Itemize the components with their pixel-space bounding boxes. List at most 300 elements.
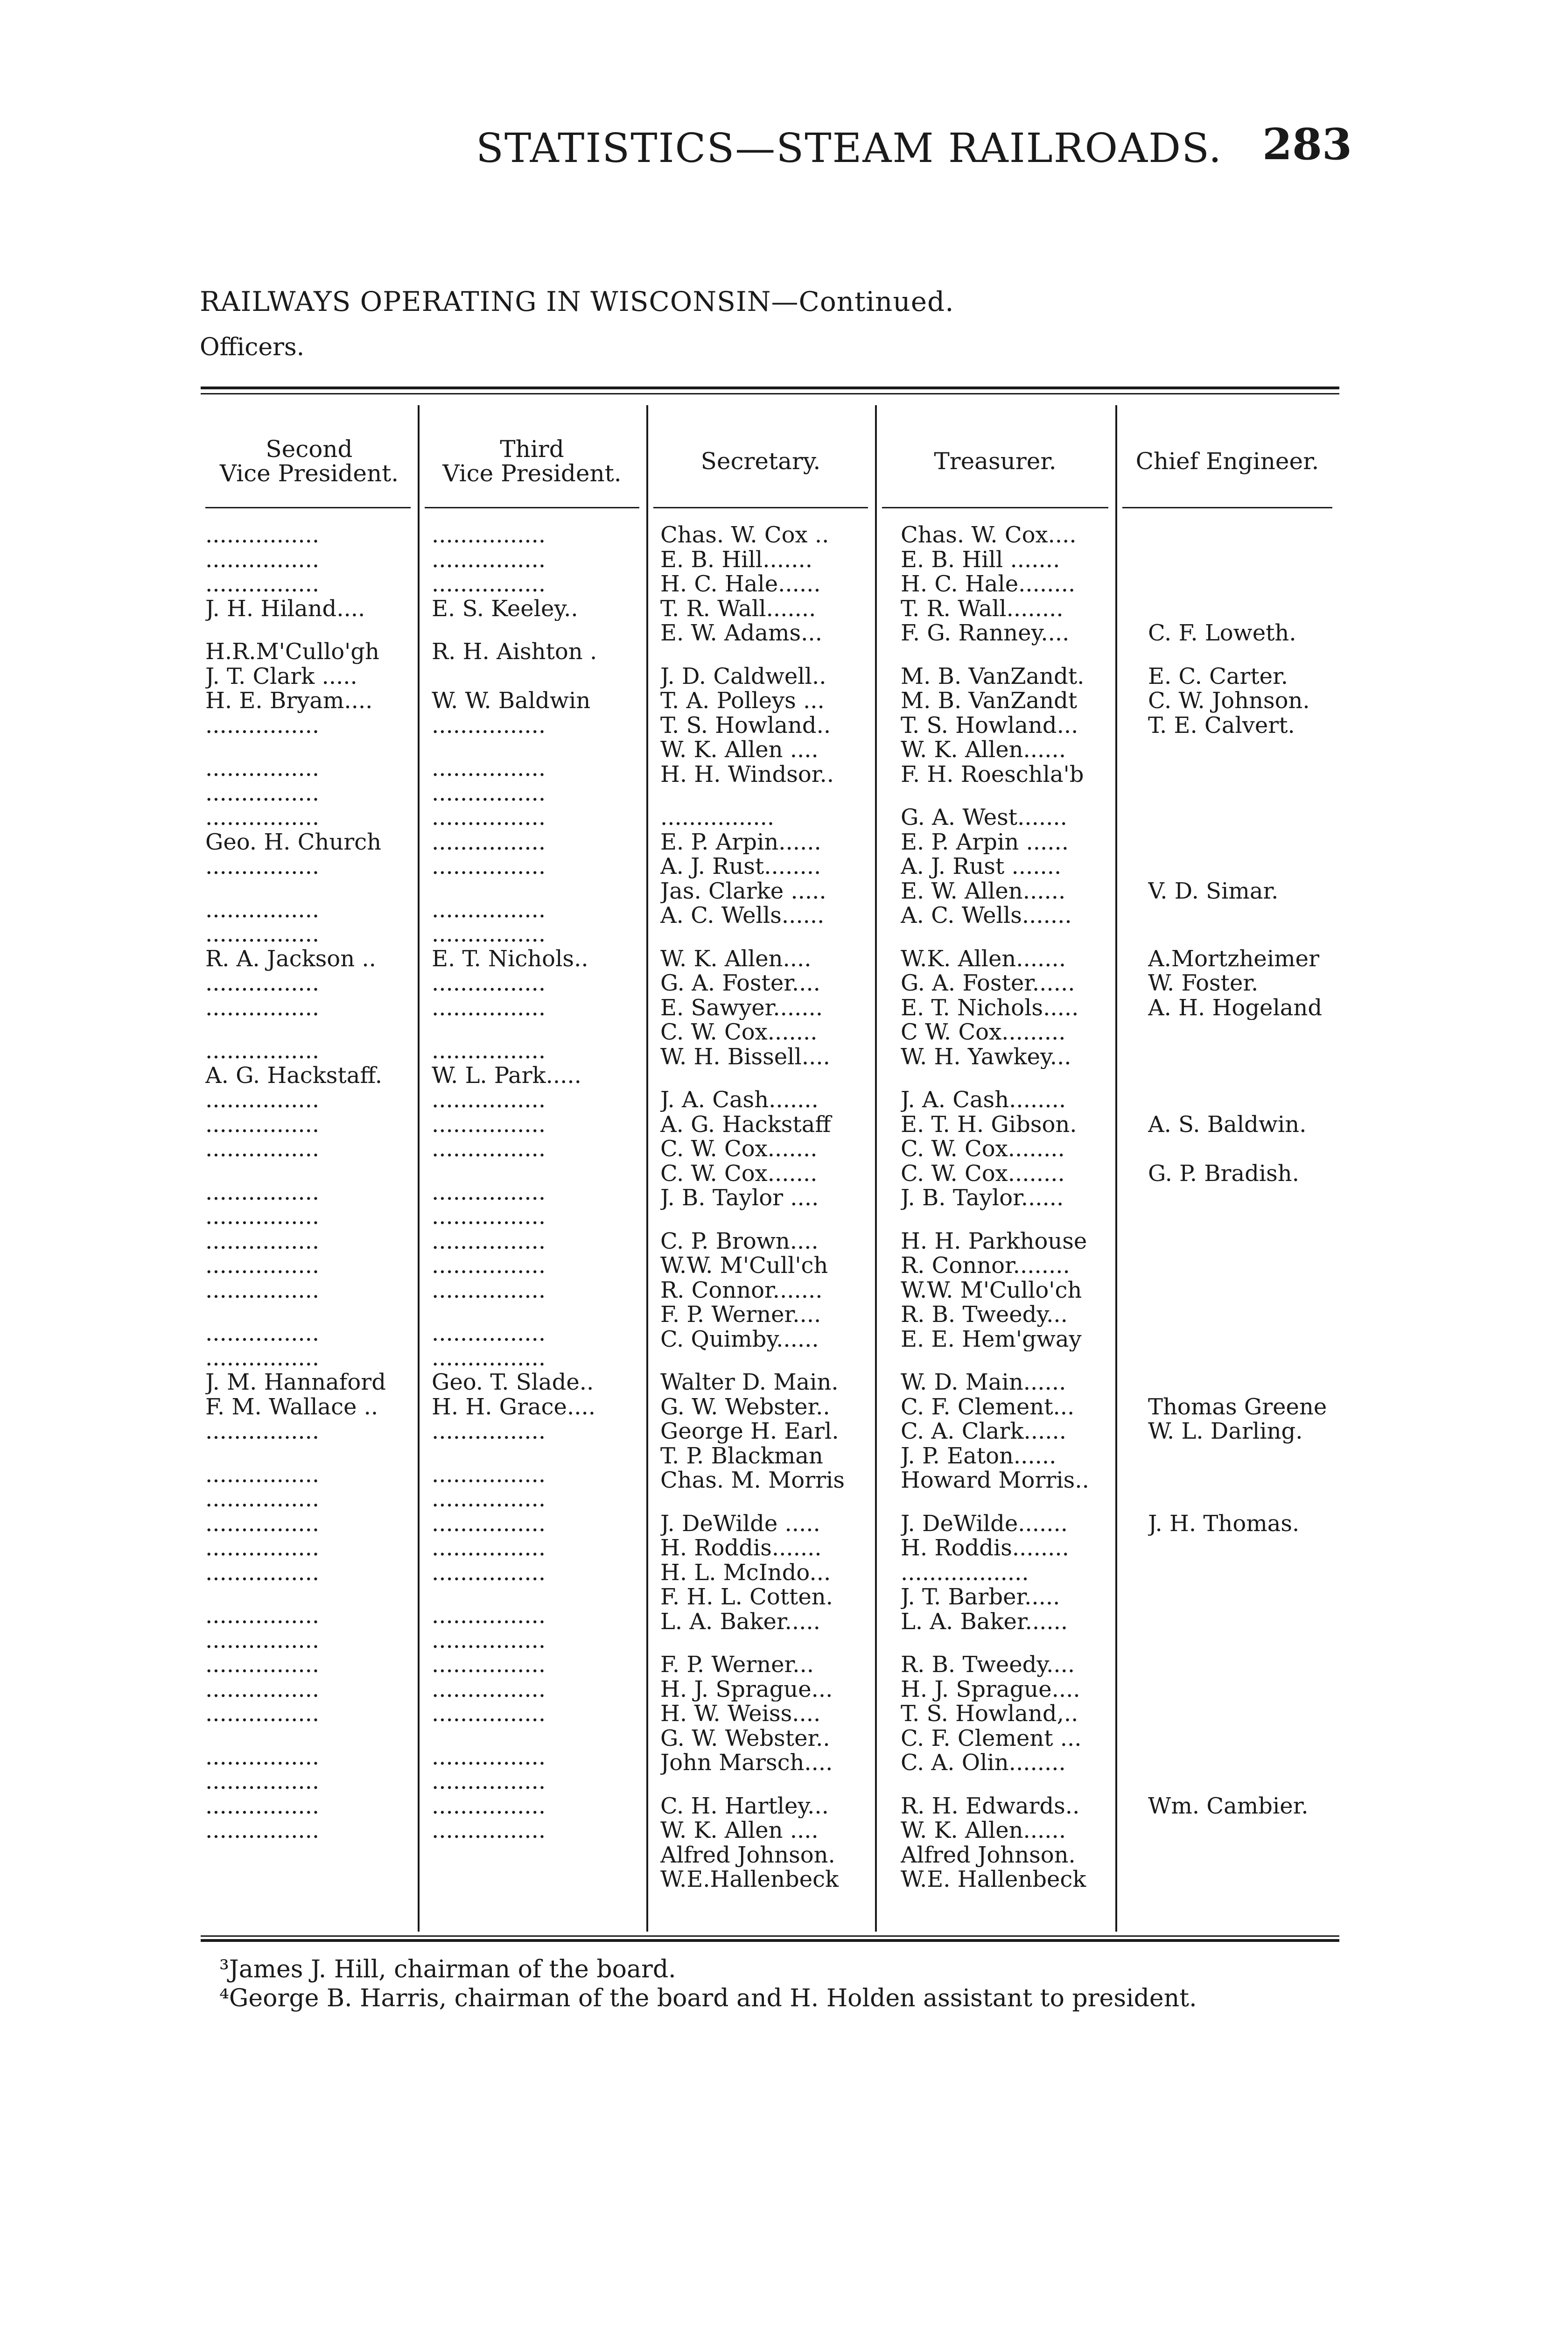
- table-cell: [1148, 1229, 1344, 1254]
- header-underline: [205, 507, 411, 508]
- table-cell: J. T. Clark .....: [205, 664, 357, 689]
- table-cell: C. W. Cox.......: [660, 1020, 818, 1045]
- table-cell: A. C. Wells.......: [901, 903, 1072, 928]
- table-cell: ................: [432, 1345, 546, 1370]
- table-cell: T. S. Howland...: [901, 713, 1078, 738]
- table-cell: [1148, 1253, 1344, 1278]
- table-cell: Walter D. Main.: [660, 1370, 839, 1395]
- table-cell: W.W. M'Cull'ch: [660, 1253, 828, 1278]
- table-cell: H.R.M'Cullo'gh: [205, 640, 379, 664]
- table-cell: ..................: [901, 1560, 1029, 1585]
- column-chief-engineer: [1148, 523, 1344, 1892]
- table-cell: [1148, 597, 1344, 621]
- table-cell: H. H. Parkhouse: [901, 1229, 1087, 1253]
- table-cell: ................: [432, 805, 546, 830]
- table-cell: ................: [432, 1462, 546, 1487]
- table-cell: [1148, 762, 1344, 787]
- row-group: [432, 1462, 637, 1585]
- table-cell: C. H. Hartley...: [660, 1793, 829, 1818]
- table-cell: [1148, 548, 1344, 572]
- header-underline: [882, 507, 1108, 508]
- row-group: [660, 1652, 880, 1775]
- table-cell: ................: [432, 1419, 546, 1444]
- table-cell: ................: [205, 1462, 320, 1487]
- table-cell: ................: [205, 1180, 320, 1204]
- table-cell: ................: [432, 1818, 546, 1843]
- table-cell: W. K. Allen......: [901, 738, 1066, 762]
- table-cell: R. Connor........: [901, 1253, 1070, 1278]
- row-group: [901, 1652, 1125, 1775]
- table-cell: ................: [205, 1652, 320, 1677]
- header-secretary: [646, 415, 875, 508]
- row-group: [1148, 1370, 1344, 1493]
- table-cell: ................: [205, 1229, 320, 1253]
- table-cell: C. F. Clement ...: [901, 1726, 1082, 1750]
- row-group: [1148, 664, 1344, 787]
- table-cell: E. T. H. Gibson.: [901, 1112, 1077, 1137]
- row-group: [205, 756, 406, 879]
- table-cell: ................: [205, 1793, 320, 1818]
- footnotes: [219, 1955, 1197, 2013]
- table-cell: A. S. Baldwin.: [1148, 1112, 1307, 1137]
- table-cell: F. M. Wallace ..: [205, 1394, 378, 1419]
- table-cell: [1148, 1088, 1344, 1112]
- table-cell: [1148, 1186, 1344, 1210]
- row-group: [205, 898, 406, 1020]
- table-cell: G. P. Bradish.: [1148, 1161, 1299, 1186]
- table-cell: E. Sawyer.......: [660, 995, 823, 1020]
- table-cell: ................: [432, 1487, 546, 1511]
- table-cell: C. W. Cox........: [901, 1161, 1065, 1186]
- table-cell: Geo. T. Slade..: [432, 1370, 594, 1395]
- row-group: [432, 898, 637, 1020]
- table-cell: H. H. Windsor..: [660, 762, 834, 787]
- table-cell: ................: [205, 1039, 320, 1063]
- table-cell: ................: [432, 547, 546, 572]
- table-cell: [1148, 1468, 1344, 1493]
- table-top-rule: [201, 387, 1339, 389]
- row-group: [660, 947, 880, 1069]
- table-cell: [1148, 1444, 1344, 1469]
- row-group: [901, 1794, 1125, 1892]
- table-cell: [1148, 1677, 1344, 1702]
- table-subtitle: Officers.: [200, 333, 305, 361]
- table-cell: Alfred Johnson.: [660, 1842, 835, 1867]
- table-cell: J. M. Hannaford: [205, 1370, 386, 1395]
- table-cell: W.E. Hallenbeck: [901, 1867, 1086, 1892]
- table-cell: H. C. Hale........: [901, 572, 1076, 597]
- table-cell: E. C. Carter.: [1148, 664, 1288, 689]
- table-cell: R. Connor.......: [660, 1278, 823, 1302]
- table-cell: [1148, 1701, 1344, 1726]
- table-cell: T. R. Wall.......: [660, 596, 816, 621]
- table-cell: H. L. McIndo...: [660, 1560, 831, 1585]
- column-secretary: [660, 523, 880, 1892]
- table-cell: W. K. Allen ....: [660, 1818, 819, 1843]
- table-cell: ................: [432, 1204, 546, 1229]
- table-cell: ................: [205, 1511, 320, 1536]
- table-cell: ................: [205, 1419, 320, 1444]
- table-cell: ................: [205, 1744, 320, 1769]
- table-cell: E. P. Arpin ......: [901, 830, 1069, 854]
- table-cell: W. K. Allen....: [660, 946, 812, 971]
- table-cell: F. P. Werner...: [660, 1652, 814, 1677]
- row-group: [205, 1039, 406, 1161]
- table-cell: W. K. Allen......: [901, 1818, 1066, 1843]
- table-cell: J. D. Caldwell..: [660, 664, 826, 689]
- table-cell: H. Roddis.......: [660, 1536, 822, 1561]
- table-cell: [1148, 1045, 1344, 1069]
- row-group: [432, 640, 637, 738]
- table-cell: [1148, 1302, 1344, 1327]
- row-group: [660, 1088, 880, 1210]
- table-cell: [1148, 572, 1344, 597]
- table-cell: F. H. Roeschla'b: [901, 762, 1084, 787]
- table-cell: E. T. Nichols.....: [901, 995, 1079, 1020]
- row-group: [901, 664, 1125, 787]
- row-group: [1148, 805, 1344, 928]
- table-cell: ................: [205, 713, 320, 738]
- table-cell: A. J. Rust........: [660, 854, 821, 879]
- table-cell: [1148, 1585, 1344, 1610]
- header-secretary-label: Secretary.: [700, 447, 821, 475]
- row-group: [432, 1603, 637, 1726]
- table-cell: ................: [205, 1818, 320, 1843]
- table-cell: ................: [432, 1628, 546, 1652]
- table-top-rule-thin: [201, 393, 1339, 394]
- table-cell: T. S. Howland..: [660, 713, 831, 738]
- table-cell: E. T. Nichols..: [432, 946, 588, 971]
- table-bottom-rule: [201, 1939, 1339, 1942]
- column-divider: [646, 405, 648, 1932]
- header-underline: [425, 507, 639, 508]
- table-cell: [1148, 1867, 1344, 1892]
- table-cell: [1148, 1652, 1344, 1677]
- table-cell: ................: [432, 971, 546, 996]
- table-cell: J. DeWilde.......: [901, 1511, 1068, 1536]
- table-cell: V. D. Simar.: [1148, 879, 1279, 903]
- table-cell: ................: [432, 1180, 546, 1204]
- table-cell: ................: [432, 1793, 546, 1818]
- table-cell: E. P. Arpin......: [660, 830, 821, 854]
- table-cell: H. W. Weiss....: [660, 1701, 821, 1726]
- table-cell: ................: [205, 572, 320, 597]
- row-group: [660, 1511, 880, 1634]
- table-cell: A. C. Wells......: [660, 903, 825, 928]
- table-cell: ................: [432, 1137, 546, 1161]
- header-second-vp: [201, 415, 418, 508]
- table-cell: [1148, 1726, 1344, 1751]
- running-title: STATISTICS—STEAM RAILROADS.: [476, 125, 1223, 172]
- table-cell: A. G. Hackstaff: [660, 1112, 831, 1137]
- table-cell: ................: [205, 1321, 320, 1346]
- row-group: [901, 805, 1125, 928]
- table-cell: C. P. Brown....: [660, 1229, 819, 1253]
- header-second-vp-line1: Second: [266, 435, 353, 463]
- table-cell: [1148, 1561, 1344, 1585]
- table-cell: ................: [432, 523, 546, 548]
- table-cell: T. E. Calvert.: [1148, 713, 1295, 738]
- table-cell: ................: [432, 1278, 546, 1302]
- table-cell: W. K. Allen ....: [660, 738, 819, 762]
- footnote-3: ³James J. Hill, chairman of the board.: [219, 1955, 676, 1983]
- table-cell: ................: [432, 1603, 546, 1628]
- header-third-vp-line2: Vice President.: [442, 460, 622, 487]
- header-third-vp: [418, 415, 646, 508]
- table-cell: G. W. Webster..: [660, 1726, 830, 1750]
- table-cell: T. A. Polleys ...: [660, 689, 825, 713]
- table-cell: ................: [205, 922, 320, 947]
- row-group: [432, 1039, 637, 1161]
- table-cell: [1148, 903, 1344, 928]
- table-cell: ................: [205, 547, 320, 572]
- table-cell: E. W. Allen......: [901, 879, 1066, 903]
- table-cell: Chas. M. Morris: [660, 1468, 845, 1493]
- table-cell: C. A. Clark......: [901, 1419, 1066, 1444]
- row-group: [432, 1180, 637, 1303]
- table-cell: R. H. Aishton .: [432, 640, 597, 664]
- row-group: [205, 640, 406, 738]
- column-divider: [418, 405, 420, 1932]
- header-treasurer-label: Treasurer.: [934, 447, 1057, 475]
- row-group: [660, 1794, 880, 1892]
- header-third-vp-line1: Third: [500, 435, 564, 463]
- table-cell: C. W. Johnson.: [1148, 689, 1310, 713]
- table-cell: [1148, 1610, 1344, 1634]
- officers-table: [201, 387, 1339, 1941]
- table-cell: ................: [205, 1701, 320, 1726]
- table-cell: H. H. Grace....: [432, 1394, 595, 1419]
- row-group: [901, 1511, 1125, 1634]
- table-cell: ................: [205, 756, 320, 781]
- page-number: 283: [1262, 119, 1352, 169]
- table-cell: [1148, 1843, 1344, 1868]
- table-cell: T. S. Howland,..: [901, 1701, 1078, 1726]
- table-cell: [1148, 523, 1344, 548]
- row-group: [660, 1229, 880, 1352]
- table-cell: [1148, 830, 1344, 855]
- table-cell: George H. Earl.: [660, 1419, 839, 1444]
- table-cell: Howard Morris..: [901, 1468, 1089, 1493]
- table-cell: M. B. VanZandt.: [901, 664, 1085, 689]
- table-cell: ................: [205, 1204, 320, 1229]
- table-cell: [1148, 1818, 1344, 1843]
- row-group: [205, 1462, 406, 1585]
- table-cell: ................: [432, 922, 546, 947]
- table-bottom-rule-thin: [201, 1935, 1339, 1937]
- table-cell: E. B. Hill .......: [901, 547, 1060, 572]
- table-cell: W. H. Bissell....: [660, 1044, 830, 1069]
- table-cell: [1148, 1536, 1344, 1561]
- table-cell: C W. Cox.........: [901, 1020, 1066, 1045]
- table-cell: ................: [432, 1112, 546, 1137]
- header-underline: [1122, 507, 1332, 508]
- table-cell: Thomas Greene: [1148, 1394, 1327, 1419]
- table-cell: ................: [432, 1701, 546, 1726]
- table-cell: Alfred Johnson.: [901, 1842, 1076, 1867]
- table-cell: [1148, 1750, 1344, 1775]
- row-group: [432, 756, 637, 879]
- table-cell: Chas. W. Cox....: [901, 523, 1077, 548]
- row-group: [432, 1321, 637, 1444]
- table-cell: E. S. Keeley..: [432, 596, 578, 621]
- table-cell: G. A. Foster....: [660, 971, 820, 996]
- table-cell: C. W. Cox.......: [660, 1161, 818, 1186]
- table-cell: ................: [432, 1511, 546, 1536]
- table-cell: H. Roddis........: [901, 1536, 1069, 1561]
- table-cell: ................: [432, 1652, 546, 1677]
- table-cell: ................: [205, 1088, 320, 1112]
- table-cell: ................: [205, 1769, 320, 1794]
- table-cell: J. B. Taylor ....: [660, 1186, 819, 1210]
- table-cell: ................: [432, 1229, 546, 1253]
- table-cell: ................: [205, 1278, 320, 1302]
- table-cell: W. W. Baldwin: [432, 689, 591, 713]
- table-cell: ................: [432, 780, 546, 805]
- table-cell: T. R. Wall........: [901, 596, 1064, 621]
- row-group: [901, 1088, 1125, 1210]
- row-group: [205, 1321, 406, 1444]
- table-cell: ................: [432, 713, 546, 738]
- table-cell: [1148, 1020, 1344, 1045]
- table-cell: C. F. Clement...: [901, 1394, 1075, 1419]
- header-treasurer: [875, 415, 1115, 508]
- table-cell: W. L. Darling.: [1148, 1419, 1303, 1444]
- column-second-vp: [205, 523, 406, 1843]
- table-cell: [432, 664, 637, 689]
- table-cell: W. D. Main......: [901, 1370, 1066, 1395]
- row-group: [1148, 1229, 1344, 1352]
- row-group: [1148, 1088, 1344, 1210]
- table-cell: ................: [205, 1677, 320, 1701]
- table-cell: ................: [205, 1603, 320, 1628]
- section-title: RAILWAYS OPERATING IN WISCONSIN—Continued.: [200, 286, 954, 317]
- table-cell: E. W. Adams...: [660, 621, 822, 646]
- table-cell: F. P. Werner....: [660, 1302, 821, 1327]
- table-cell: W.K. Allen.......: [901, 946, 1066, 971]
- table-cell: [1148, 854, 1344, 879]
- table-cell: ................: [205, 780, 320, 805]
- table-cell: W. Foster.: [1148, 971, 1259, 996]
- table-cell: ................: [432, 1253, 546, 1278]
- table-cell: ................: [432, 995, 546, 1020]
- table-cell: J. T. Barber.....: [901, 1585, 1060, 1610]
- row-group: [205, 523, 406, 621]
- row-group: [1148, 1794, 1344, 1892]
- row-group: [660, 1370, 880, 1493]
- table-cell: ................: [205, 1560, 320, 1585]
- table-cell: Chas. W. Cox ..: [660, 523, 829, 548]
- row-group: [901, 1370, 1125, 1493]
- table-cell: R. A. Jackson ..: [205, 946, 376, 971]
- table-cell: ................: [432, 1039, 546, 1063]
- table-cell: [1148, 1370, 1344, 1395]
- table-cell: John Marsch....: [660, 1750, 833, 1775]
- row-group: [1148, 1511, 1344, 1634]
- table-cell: ................: [205, 523, 320, 548]
- table-cell: [1148, 805, 1344, 830]
- table-cell: A. J. Rust .......: [901, 854, 1062, 879]
- table-cell: F. G. Ranney....: [901, 621, 1070, 646]
- table-cell: T. P. Blackman: [660, 1443, 823, 1468]
- row-group: [660, 523, 880, 646]
- table-cell: ................: [432, 1560, 546, 1585]
- table-cell: H. C. Hale......: [660, 572, 821, 597]
- row-group: [1148, 947, 1344, 1069]
- table-cell: A.Mortzheimer: [1148, 946, 1320, 971]
- table-cell: G. A. Foster......: [901, 971, 1075, 996]
- table-cell: W. L. Park.....: [432, 1063, 581, 1088]
- row-group: [660, 805, 880, 928]
- table-cell: ................: [205, 1487, 320, 1511]
- table-cell: R. H. Edwards..: [901, 1793, 1080, 1818]
- table-cell: ................: [205, 1137, 320, 1161]
- table-cell: ................: [660, 805, 775, 830]
- table-cell: L. A. Baker......: [901, 1609, 1068, 1634]
- header-underline: [653, 507, 868, 508]
- table-cell: ................: [205, 805, 320, 830]
- header-chief-engineer: [1115, 415, 1339, 508]
- row-group: [205, 1745, 406, 1843]
- table-cell: C. F. Loweth.: [1148, 621, 1296, 646]
- table-cell: [1148, 1278, 1344, 1303]
- table-cell: Wm. Cambier.: [1148, 1793, 1309, 1818]
- row-group: [901, 523, 1125, 646]
- table-cell: [1148, 1137, 1344, 1161]
- table-cell: G. A. West.......: [901, 805, 1067, 830]
- table-cell: J. H. Hiland....: [205, 596, 365, 621]
- table-cell: W.E.Hallenbeck: [660, 1867, 839, 1892]
- table-cell: C. W. Cox.......: [660, 1137, 818, 1161]
- table-cell: A. H. Hogeland: [1148, 995, 1323, 1020]
- table-cell: M. B. VanZandt: [901, 689, 1078, 713]
- table-cell: ................: [432, 830, 546, 854]
- row-group: [660, 664, 880, 787]
- table-cell: J. P. Eaton......: [901, 1443, 1057, 1468]
- table-cell: ................: [432, 572, 546, 597]
- table-cell: ................: [205, 995, 320, 1020]
- table-cell: J. H. Thomas.: [1148, 1511, 1300, 1536]
- table-cell: ................: [432, 1677, 546, 1701]
- table-cell: G. W. Webster..: [660, 1394, 830, 1419]
- table-cell: Geo. H. Church: [205, 830, 381, 854]
- table-cell: ................: [205, 1253, 320, 1278]
- table-cell: ................: [205, 1536, 320, 1561]
- table-cell: ................: [205, 1112, 320, 1137]
- table-cell: ................: [205, 897, 320, 922]
- table-cell: J. A. Cash........: [901, 1088, 1066, 1112]
- table-cell: ................: [432, 1088, 546, 1112]
- table-cell: ................: [432, 756, 546, 781]
- table-cell: J. B. Taylor......: [901, 1186, 1064, 1210]
- table-cell: ................: [432, 897, 546, 922]
- table-cell: ................: [205, 971, 320, 996]
- table-cell: W. H. Yawkey...: [901, 1044, 1071, 1069]
- table-cell: ................: [432, 1321, 546, 1346]
- table-cell: ................: [432, 1536, 546, 1561]
- table-cell: ................: [205, 1345, 320, 1370]
- table-cell: Jas. Clarke .....: [660, 879, 826, 903]
- row-group: [1148, 1652, 1344, 1775]
- table-cell: ................: [432, 854, 546, 879]
- header-second-vp-line2: Vice President.: [219, 460, 399, 487]
- table-cell: H. J. Sprague....: [901, 1677, 1080, 1701]
- table-cell: A. G. Hackstaff.: [205, 1063, 382, 1088]
- table-cell: C. A. Olin........: [901, 1750, 1066, 1775]
- column-treasurer: [901, 523, 1125, 1892]
- table-cell: ................: [432, 1744, 546, 1769]
- header-chief-engineer-label: Chief Engineer.: [1135, 447, 1319, 475]
